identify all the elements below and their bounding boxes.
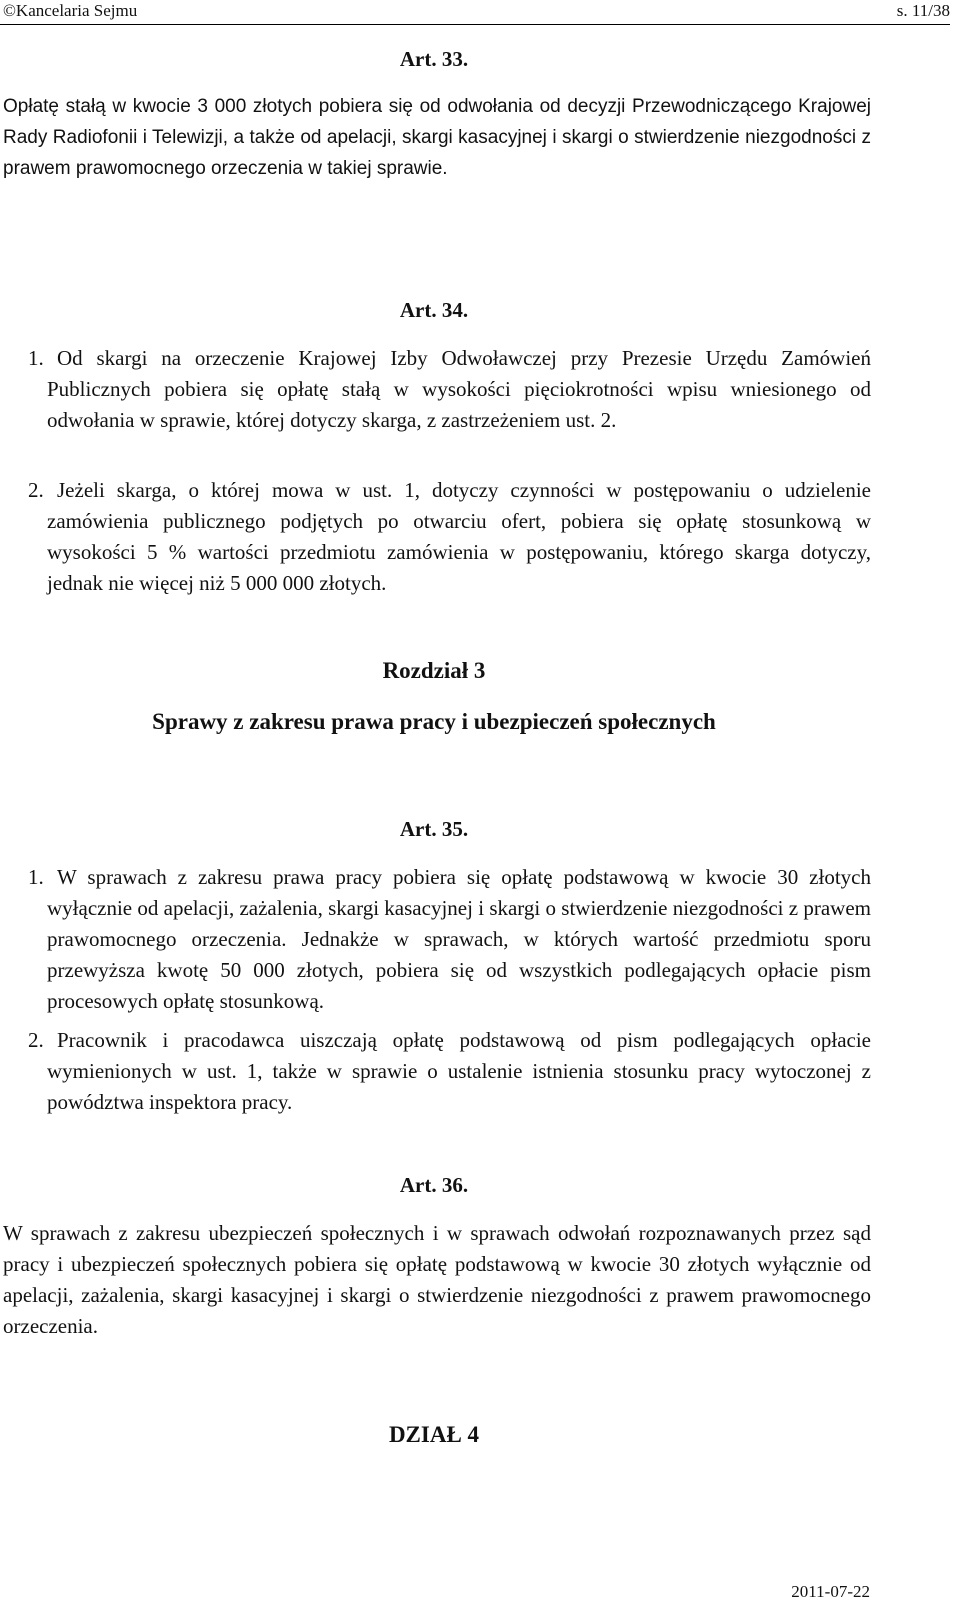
chapter-title: Sprawy z zakresu prawa pracy i ubezpieczeń społecznych [152,709,716,734]
division-title: DZIAŁ 4 [388,1422,480,1447]
art-34-title: Art. 34. [399,298,469,322]
art-34-item-1 [18,343,871,436]
item-text: Pracownik i pracodawca uiszczają opłatę podstawową od pism podlegających opłacie wymienionych w ust. 1, także w sprawie o ustalenie istnienia stosunku pracy wytoczonej z powództwa inspektora pracy. [47,1028,871,1114]
chapter-label: Rozdział 3 [382,658,486,683]
art-35-title: Art. 35. [399,817,469,841]
item-number: 2. [28,478,44,502]
copyright-label: ©Kancelaria Sejmu [3,1,138,20]
page-header [0,0,950,25]
item-number: 2. [28,1028,44,1052]
item-text: Jeżeli skarga, o której mowa w ust. 1, dotyczy czynności w postępowaniu o udzielenie zamówienia publicznego podjętych po otwarciu ofert, pobiera się opłatę stosunkową w wysokości 5 % wartości przedmiotu zamówienia w postępowaniu, którego skarga dotyczy, jednak nie więcej niż 5 000 000 złotych. [47,478,871,595]
item-number: 1. [28,865,44,889]
art-34-item-2 [18,475,871,599]
art-35-item-1 [18,862,871,1017]
page-number: s. 11/38 [896,1,950,20]
art-35-item-2 [18,1025,871,1118]
art-36-text: W sprawach z zakresu ubezpieczeń społecznych i w sprawach odwołań rozpoznawanych przez sąd pracy i ubezpieczeń społecznych pobiera się opłatę podstawową w kwocie 30 złotych wyłącznie od apelacji, zażalenia, skargi kasacyjnej i skargi o stwierdzenie niezgodności z prawem prawomocnego orzeczenia. [3,1221,871,1338]
item-text: W sprawach z zakresu prawa pracy pobiera się opłatę podstawową w kwocie 30 złotych wyłącznie od apelacji, zażalenia, skargi kasacyjnej i skargi o stwierdzenie niezgodności z prawem prawomocnego orzeczenia. Jednakże w sprawach, w których wartość przedmiotu sporu przewyższa kwotę 50 000 złotych, pobiera się od wszystkich podlegających opłacie pism procesowych opłatę stosunkową. [47,865,871,1013]
art-33-text: Opłatę stałą w kwocie 3 000 złotych pobiera się od odwołania od decyzji Przewodniczącego Krajowej Rady Radiofonii i Telewizji, a także od apelacji, skargi kasacyjnej i skargi o stwierdzenie niezgodności z prawem prawomocnego orzeczenia w takiej sprawie. [3,96,871,179]
item-number: 1. [28,346,44,370]
document-date: 2011-07-22 [791,1582,870,1601]
art-33-title: Art. 33. [399,47,469,71]
art-36-title: Art. 36. [399,1173,469,1197]
item-text: Od skargi na orzeczenie Krajowej Izby Odwoławczej przy Prezesie Urzędu Zamówień Publicznych pobiera się opłatę stałą w wysokości pięciokrotności wpisu wniesionego od odwołania w sprawie, której dotyczy skarga, z zastrzeżeniem ust. 2. [47,346,871,432]
